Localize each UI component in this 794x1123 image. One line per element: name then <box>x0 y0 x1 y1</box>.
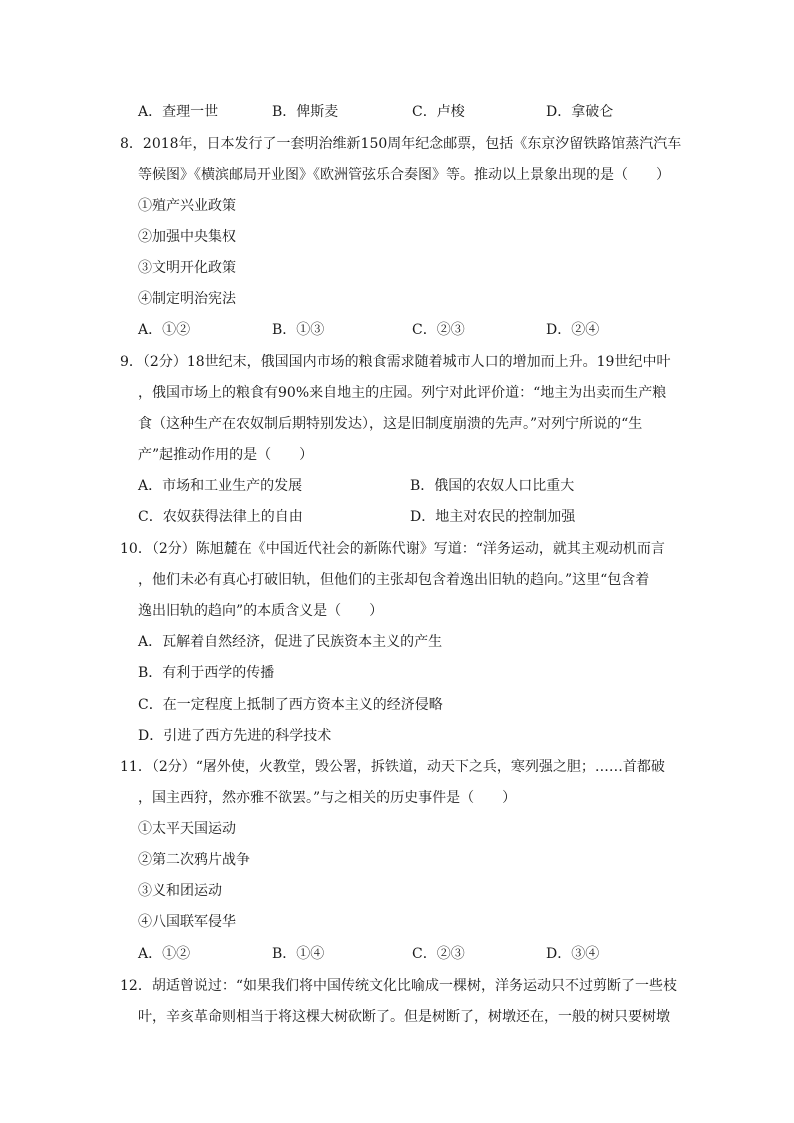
question-text: 逸出旧轨的趋向”的本质含义是（ ） <box>138 603 384 619</box>
option-b[interactable]: B．俄国的农奴人口比重大 <box>410 478 575 494</box>
option-a[interactable]: A．瓦解着自然经济，促进了民族资本主义的产生 <box>138 634 443 650</box>
question-text: ，俄国市场上的粮食有90%来自地主的庄园。列宁对此评价道：“地主为出卖而生产粮 <box>138 385 667 401</box>
statement-item: ④制定明治宪法 <box>138 291 236 307</box>
statement-item: ①殖产兴业政策 <box>138 198 236 214</box>
option-a[interactable]: A．①② <box>138 322 191 338</box>
option-c[interactable]: C．农奴获得法律上的自由 <box>138 509 303 525</box>
question-text: 10．（2分）陈旭麓在《中国近代社会的新陈代谢》写道：“洋务运动，就其主观动机而言 <box>120 541 665 557</box>
option-c[interactable]: C．②③ <box>412 946 465 962</box>
option-b[interactable]: B．俾斯麦 <box>272 104 339 120</box>
question-text: 9．（2分）18世纪末，俄国国内市场的粮食需求随着城市人口的增加而上升。19世纪中叶 <box>120 354 671 370</box>
option-a[interactable]: A．市场和工业生产的发展 <box>138 478 303 494</box>
question-text: ，国主西狩，然亦雅不欲罢。”与之相关的历史事件是（ ） <box>138 790 517 806</box>
question-text: 叶，辛亥革命则相当于将这棵大树砍断了。但是树断了，树墩还在，一般的树只要树墩 <box>138 1009 670 1025</box>
option-c[interactable]: C．②③ <box>412 322 465 338</box>
statement-item: ①太平天国运动 <box>138 821 236 837</box>
option-b[interactable]: B．①③ <box>272 322 325 338</box>
question-text: ，他们未必有真心打破旧轨，但他们的主张却包含着逸出旧轨的趋向。”这里“包含着 <box>138 572 650 588</box>
option-d[interactable]: D．拿破仑 <box>546 104 614 120</box>
question-text: 产”起推动作用的是（ ） <box>138 447 314 463</box>
option-d[interactable]: D．②④ <box>546 322 600 338</box>
option-a[interactable]: A．查理一世 <box>138 104 219 120</box>
statement-item: ②加强中央集权 <box>138 229 236 245</box>
statement-item: ②第二次鸦片战争 <box>138 852 250 868</box>
option-b[interactable]: B．有利于西学的传播 <box>138 665 275 681</box>
option-d[interactable]: D．地主对农民的控制加强 <box>410 509 576 525</box>
statement-item: ④八国联军侵华 <box>138 914 236 930</box>
option-b[interactable]: B．①④ <box>272 946 325 962</box>
question-text: 8．2018年，日本发行了一套明治维新150周年纪念邮票，包括《东京汐留铁路馆蒸汽汽车 <box>120 136 682 152</box>
question-text: 12．胡适曾说过：“如果我们将中国传统文化比喻成一棵树，洋务运动只不过剪断了一些枝 <box>120 978 677 994</box>
question-text: 食（这种生产在农奴制后期特别发达），这是旧制度崩溃的先声。”对列宁所说的“生 <box>138 416 643 432</box>
option-c[interactable]: C．在一定程度上抵制了西方资本主义的经济侵略 <box>138 697 443 713</box>
question-text: 等候图》《横滨邮局开业图》《欧洲管弦乐合奏图》等。推动以上景象出现的是（ ） <box>138 167 670 183</box>
statement-item: ③文明开化政策 <box>138 260 236 276</box>
option-d[interactable]: D．引进了西方先进的科学技术 <box>138 728 332 744</box>
option-d[interactable]: D．③④ <box>546 946 600 962</box>
option-c[interactable]: C．卢梭 <box>412 104 465 120</box>
question-text: 11．（2分）“屠外使，火教堂，毁公署，拆铁道，动天下之兵，寒列强之胆；……首都破 <box>120 759 665 775</box>
statement-item: ③义和团运动 <box>138 883 222 899</box>
option-a[interactable]: A．①② <box>138 946 191 962</box>
